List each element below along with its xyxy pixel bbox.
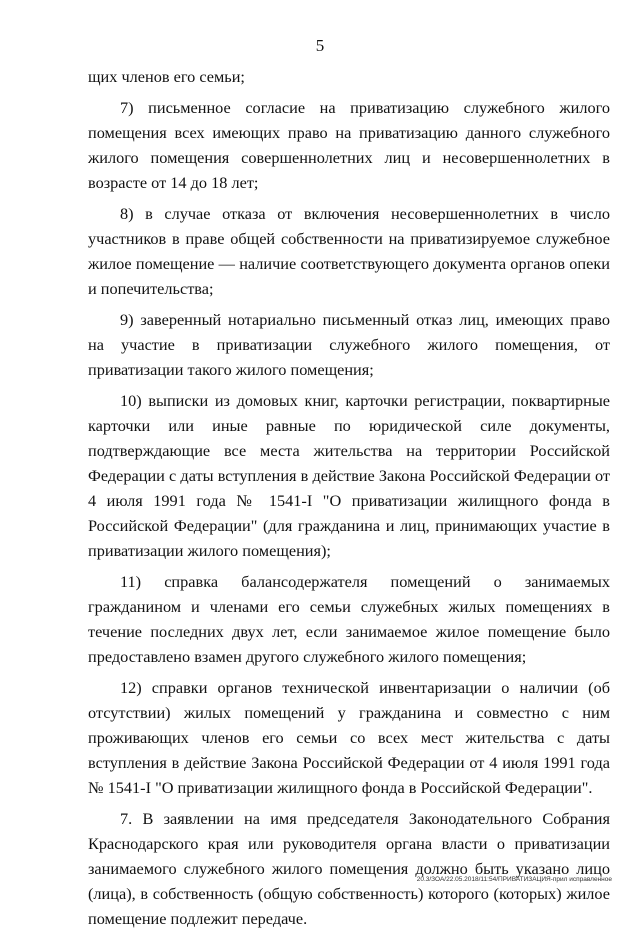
document-footer: 20.3/ЗОА/22.05.2018/11:54/ПРИВАТИЗАЦИЯ-прил исправленное [416,876,612,883]
paragraph-item-8: 8) в случае отказа от включения несовершеннолетних в число участников в праве общей собственности на приватизируемое служебное жилое помещение — наличие соответствующего документа органов опеки и попечительства; [88,204,610,298]
paragraph-section-7: 7. В заявлении на имя председателя Законодательного Собрания Краснодарского края или руководителя органа власти о приватизации занимаемого служебного жилого помещения должно быть указано лицо (лица), в собственность (общую собственность) которого (которых) жилое помещение подлежит передаче. [88,809,610,928]
paragraph-continuation: щих членов его семьи; [88,67,245,86]
paragraph-item-10: 10) выписки из домовых книг, карточки регистрации, поквартирные карточки или иные равные по юридической силе документы, подтверждающие все места жительства на территории Российской Федерации с даты вступления в действие Закона Российской Федерации от 4 июля 1991 года № 1541-I "О приватизации жилищного фонда в Российской Федерации" (для гражданина и лиц, принимающих участие в приватизации жилого помещения); [88,391,610,560]
paragraph-item-9: 9) заверенный нотариально письменный отказ лиц, имеющих право на участие в приватизации служебного жилого помещения, от приватизации такого жилого помещения; [88,310,610,379]
paragraph-item-11: 11) справка балансодержателя помещений о занимаемых гражданином и членами его семьи служебных жилых помещениях в течение последних двух лет, если занимаемое жилое помещение было предоставлено взамен другого служебного жилого помещения; [88,572,610,666]
paragraph-item-12: 12) справки органов технической инвентаризации о наличии (об отсутствии) жилых помещений у гражданина и совместно с ним проживающих членов его семьи со всех мест жительства с даты вступления в действие Закона Российской Федерации от 4 июля 1991 года № 1541-I "О приватизации жилищного фонда в Российской Федерации". [88,678,610,797]
paragraph-item-7: 7) письменное согласие на приватизацию служебного жилого помещения всех имеющих право на приватизацию данного служебного жилого помещения совершеннолетних лиц и несовершеннолетних в возрасте от 14 до 18 лет; [88,98,610,192]
page-number: 5 [315,36,325,55]
document-body [88,64,610,937]
